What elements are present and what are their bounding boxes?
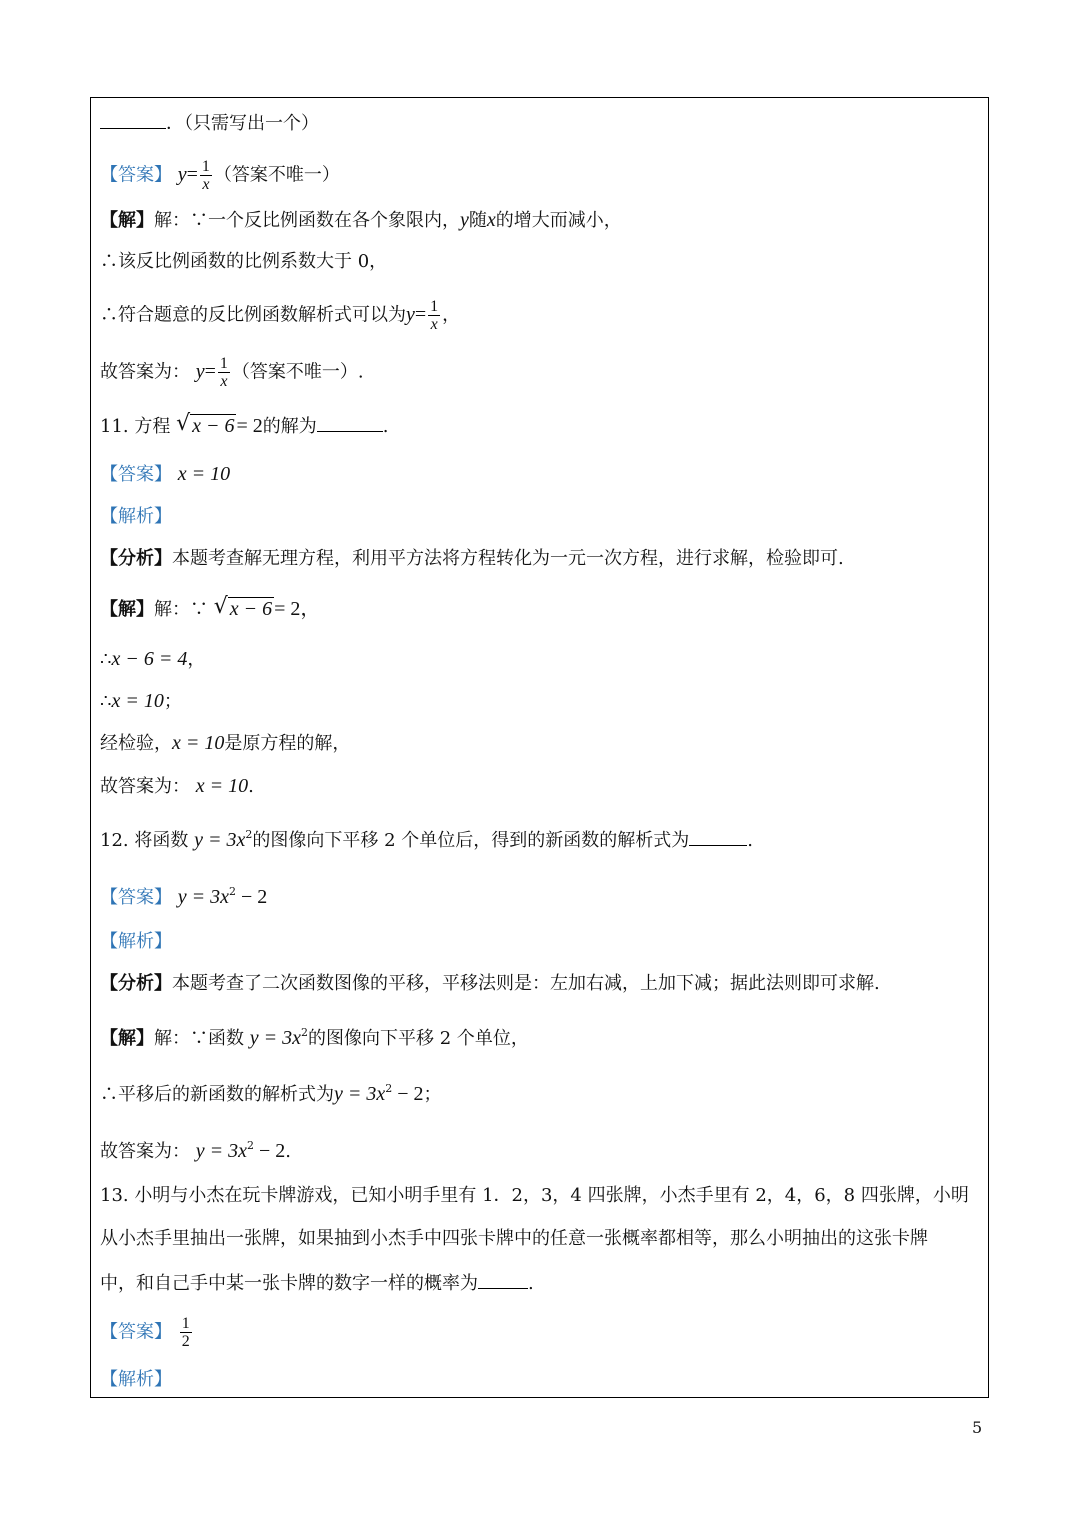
q11-step1	[100, 647, 205, 672]
q11-final	[100, 774, 254, 799]
sqrt-expression	[213, 594, 274, 621]
math-eq: =	[204, 360, 216, 383]
q12-final	[100, 1134, 291, 1164]
answer-label: 【答案】	[100, 464, 172, 485]
math-y: y	[406, 303, 415, 326]
exponent: 2	[246, 1139, 254, 1152]
q11-number: 11. 方程	[100, 416, 171, 437]
math-tail: − 2	[392, 1083, 424, 1105]
fraction-1-over-x	[200, 158, 212, 193]
sqrt-expression	[176, 411, 236, 438]
analysis-label: 【解析】	[100, 931, 172, 952]
frac-numerator: 1	[219, 355, 228, 372]
frac-denominator: 2	[181, 1333, 190, 1350]
final-answer-label: 故答案为：	[100, 361, 190, 383]
math-expression: x − 6 = 4	[111, 648, 188, 670]
radicand: x − 6	[229, 598, 273, 620]
math-y: y	[460, 209, 469, 231]
frac-denominator: x	[220, 373, 228, 390]
q12-jie	[100, 1021, 529, 1051]
q12-step1-text: ∴平移后的新函数的解析式为	[100, 1084, 334, 1105]
analysis-label: 【解析】	[100, 1369, 172, 1390]
q12-jie-end: 的图像向下平移 2 个单位，	[307, 1028, 529, 1049]
q12-step1	[100, 1077, 442, 1107]
q11-step2	[100, 689, 182, 714]
math-expression: x = 10	[172, 732, 225, 754]
q12-fenxi	[100, 972, 880, 996]
frac-denominator: x	[202, 176, 210, 193]
math-y: y	[177, 163, 187, 186]
math-eq: =	[414, 303, 427, 326]
final-answer-label: 故答案为：	[100, 1141, 190, 1162]
exponent: 2	[245, 828, 253, 841]
fraction-1-over-x	[218, 355, 230, 390]
therefore-symbol: ∴	[100, 649, 112, 670]
math-y: y	[195, 360, 205, 383]
q13-line2: 从小杰手里抽出一张牌，如果抽到小杰手中四张卡牌中的任意一张概率都相等，那么小明抽出的这张卡牌	[100, 1228, 928, 1249]
fenxi-label: 【分析】	[100, 548, 172, 569]
answer-blank	[100, 110, 166, 129]
math-expression: y = 3x	[177, 886, 229, 908]
fenxi-label: 【分析】	[100, 973, 172, 994]
frac-numerator: 1	[181, 1315, 190, 1332]
therefore-symbol: ∴	[100, 691, 112, 712]
q12-question: 12. 将函数 $y = 3x^2$的图像向下平移 2 个单位后，得到的新函数的解析式为 .	[100, 828, 753, 851]
check-end-text: 是原方程的解，	[224, 733, 351, 754]
period: .	[248, 776, 254, 797]
math-tail: − 2	[253, 1140, 286, 1162]
answer-label: 【答案】	[100, 164, 172, 186]
math-expression: y = 3x	[195, 1140, 247, 1162]
math-expression: y = 3x	[334, 1083, 386, 1105]
page-number: 5	[972, 1418, 983, 1437]
period: .	[528, 1273, 534, 1294]
math-expression: y = 3x	[194, 829, 246, 851]
equation-rhs: = 2	[236, 415, 263, 437]
math-tail: − 2	[235, 886, 268, 908]
analysis-label: 【解析】	[100, 506, 172, 527]
q11-end-text: 的解为	[262, 416, 317, 437]
fraction-1-over-x	[428, 298, 440, 333]
q10-tail-text: ．（只需写出一个）	[166, 113, 319, 134]
q10-jie-line	[100, 208, 622, 233]
answer-label: 【答案】	[100, 1321, 172, 1343]
exponent: 2	[300, 1026, 308, 1039]
q10-answer-line	[100, 158, 340, 193]
answer-blank	[478, 1270, 528, 1289]
sqrt-icon: √	[176, 411, 191, 436]
q11-answer	[100, 462, 230, 487]
q11-fenxi	[100, 547, 844, 571]
q10-step1: ∴该反比例函数的比例系数大于 0，	[100, 251, 388, 272]
q10-jie-mid: 随	[468, 210, 487, 231]
comma: ，	[187, 649, 206, 670]
math-expression: y = 3x	[249, 1027, 301, 1049]
fraction-1-over-2	[180, 1315, 192, 1350]
q11-answer-value: x = 10	[177, 463, 231, 485]
jie-label: 【解】	[100, 210, 154, 231]
q13-line3	[100, 1270, 534, 1296]
q10-final	[100, 355, 364, 390]
q12-mid-text: 的图像向下平移 2 个单位后，得到的新函数的解析式为	[252, 830, 690, 851]
period: .	[285, 1141, 291, 1162]
q13-line3-text: 中，和自己手中某一张卡牌的数字一样的概率为	[100, 1273, 478, 1294]
not-unique-note: （答案不唯一）.	[231, 361, 364, 383]
q12-answer	[100, 880, 267, 910]
math-expression: x = 10	[111, 690, 164, 712]
q13-line1: 13. 小明与小杰在玩卡牌游戏，已知小明手里有 1．2，3，4 四张牌，小杰手里有 2，4，6，8 四张牌，小明	[100, 1185, 969, 1206]
semicolon: ；	[423, 1084, 442, 1105]
exponent: 2	[385, 1082, 393, 1095]
q10-jie-text: 解：∵一个反比例函数在各个象限内，	[154, 210, 460, 231]
equation-rhs: = 2，	[274, 598, 321, 620]
q11-jie-text: 解：∵	[154, 599, 208, 620]
q11-jie	[100, 594, 321, 622]
math-eq: =	[186, 163, 198, 186]
q12-jie-text: 解：∵函数	[154, 1028, 244, 1049]
q10-tail-line	[100, 110, 319, 136]
frac-denominator: x	[430, 316, 438, 333]
radicand: x − 6	[192, 415, 235, 437]
jie-label: 【解】	[100, 599, 154, 620]
not-unique-note: （答案不唯一）	[213, 164, 340, 186]
frac-numerator: 1	[430, 298, 439, 315]
semicolon: ；	[163, 691, 182, 712]
check-text: 经检验，	[100, 733, 172, 754]
q10-step2	[100, 298, 460, 333]
exponent: 2	[228, 885, 236, 898]
q12-fenxi-text: 本题考查了二次函数图像的平移，平移法则是：左加右减，上加下减；据此法则即可求解.	[172, 973, 880, 994]
answer-blank	[689, 827, 747, 846]
q13-answer	[100, 1315, 194, 1350]
answer-label: 【答案】	[100, 887, 172, 908]
final-answer-label: 故答案为：	[100, 776, 190, 797]
sqrt-icon: √	[213, 594, 228, 619]
q10-step2-text: ∴符合题意的反比例函数解析式可以为	[100, 304, 406, 326]
q11-fenxi-text: 本题考查解无理方程，利用平方法将方程转化为一元一次方程，进行求解，检验即可.	[172, 548, 844, 569]
q11-check	[100, 731, 350, 756]
math-expression: x = 10	[195, 775, 249, 797]
q12-number: 12. 将函数	[100, 830, 189, 851]
answer-blank	[317, 413, 383, 432]
comma: ，	[442, 304, 461, 326]
q11-question: 11. 方程 √ x − 6 = 2的解为 .	[100, 411, 389, 437]
jie-label: 【解】	[100, 1028, 154, 1049]
frac-numerator: 1	[201, 158, 210, 175]
q10-jie-end: 的增大而减小，	[495, 210, 622, 231]
math-x: x	[486, 209, 496, 231]
